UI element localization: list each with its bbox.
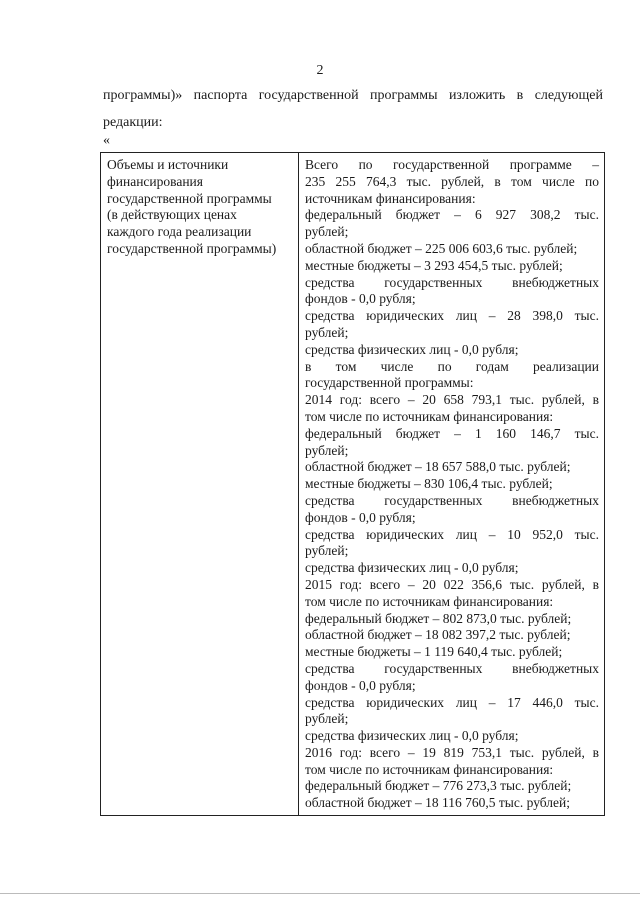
table-right-line: местные бюджеты – 3 293 454,5 тыс. рублей; <box>305 257 563 273</box>
table-right-line: рублей; <box>305 442 349 458</box>
table-right-line: местные бюджеты – 830 106,4 тыс. рублей; <box>305 476 553 492</box>
table-right-line: в том числе по годам реализации <box>305 358 599 374</box>
table-right-line: рублей; <box>305 224 349 240</box>
table-right-line: Всего по государственной программе – <box>305 157 599 172</box>
table-right-line: средства государственных внебюджетных <box>305 492 599 508</box>
table-left-line: государственной программы) <box>107 240 277 256</box>
table-right-line: фондов - 0,0 рубля; <box>305 509 416 525</box>
table-left-line: каждого года реализации <box>107 224 252 240</box>
table-right-line: том числе по источникам финансирования: <box>305 408 554 424</box>
intro-text-line-2: редакции: <box>103 115 163 130</box>
table-right-line: местные бюджеты – 1 119 640,4 тыс. рублей; <box>305 644 563 660</box>
table-right-line: 2014 год: всего – 20 658 793,1 тыс. рублей, в <box>305 392 599 408</box>
table-right-line: государственной программы: <box>305 375 474 391</box>
table-right-line: фондов - 0,0 рубля; <box>305 677 416 693</box>
table-right-line: областной бюджет – 18 657 588,0 тыс. рублей; <box>305 459 571 475</box>
table-right-line: средства юридических лиц – 17 446,0 тыс. <box>305 694 599 710</box>
table-right-line: средства физических лиц - 0,0 рубля; <box>305 341 519 357</box>
table-right-line: том числе по источникам финансирования: <box>305 761 554 777</box>
table-right-line: федеральный бюджет – 1 160 146,7 тыс. <box>305 425 599 441</box>
table-right-line: рублей; <box>305 711 349 727</box>
table-right-line: средства государственных внебюджетных <box>305 274 599 290</box>
table-left-cell <box>101 153 299 815</box>
table-right-line: фондов - 0,0 рубля; <box>305 291 416 307</box>
table-right-line: федеральный бюджет – 6 927 308,2 тыс. <box>305 207 599 223</box>
table-right-line: федеральный бюджет – 776 273,3 тыс. рублей; <box>305 778 572 794</box>
table-left-line: (в действующих ценах <box>107 207 237 223</box>
table-right-line: средства физических лиц - 0,0 рубля; <box>305 560 519 576</box>
intro-text-line-1: программы)» паспорта государственной программы изложить в следующей <box>103 88 603 103</box>
table-right-cell <box>299 153 604 815</box>
table-left-line: Объемы и источники <box>107 157 229 172</box>
table-right-line: средства юридических лиц – 10 952,0 тыс. <box>305 526 599 542</box>
table-right-line: областной бюджет – 225 006 603,6 тыс. рублей; <box>305 240 578 256</box>
table-right-line: средства физических лиц - 0,0 рубля; <box>305 728 519 744</box>
page-bottom-rule <box>0 893 640 894</box>
opening-quote-mark: « <box>103 133 110 148</box>
table-right-line: 235 255 764,3 тыс. рублей, в том числе по <box>305 173 599 189</box>
table-left-line: государственной программы <box>107 190 272 206</box>
passport-table <box>100 152 605 816</box>
page-number: 2 <box>316 63 324 78</box>
table-right-line: рублей; <box>305 543 349 559</box>
table-right-line: 2015 год: всего – 20 022 356,6 тыс. рублей, в <box>305 576 599 592</box>
table-right-line: областной бюджет – 18 082 397,2 тыс. рублей; <box>305 627 571 643</box>
table-right-line: средства государственных внебюджетных <box>305 660 599 676</box>
table-right-line: федеральный бюджет – 802 873,0 тыс. рублей; <box>305 610 572 626</box>
table-left-line: финансирования <box>107 173 203 189</box>
table-right-line: источникам финансирования: <box>305 190 476 206</box>
table-right-line: рублей; <box>305 324 349 340</box>
table-right-line: областной бюджет – 18 116 760,5 тыс. рублей; <box>305 795 570 811</box>
table-right-line: 2016 год: всего – 19 819 753,1 тыс. рублей, в <box>305 744 599 760</box>
table-right-line: средства юридических лиц – 28 398,0 тыс. <box>305 308 599 324</box>
table-right-line: том числе по источникам финансирования: <box>305 593 554 609</box>
